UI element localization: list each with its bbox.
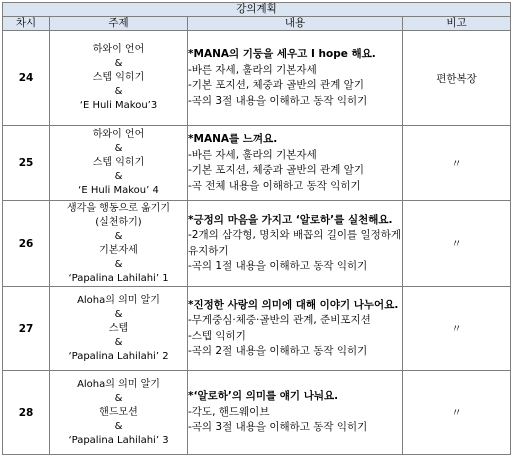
lesson-plan-table xyxy=(2,2,511,455)
topic-line: & xyxy=(114,143,123,154)
table-title: 강의계획 xyxy=(3,3,511,17)
content-cell xyxy=(188,201,403,287)
content-line: -2개의 삼각형, 명치와 배꼽의 길이를 일정하게 유지하기 xyxy=(188,229,402,257)
topic-line: & xyxy=(114,336,123,348)
content-line: -무게중심·체중·골반의 관계, 준비포지션 xyxy=(188,314,371,326)
header-content: 내용 xyxy=(188,17,403,31)
topic-line: Aloha의 의미 알기 xyxy=(77,378,160,390)
content-line: -곡의 3절 내용을 이해하고 동작 익히기 xyxy=(188,94,368,107)
content-line: *MANA의 기둥을 세우고 I hope 해요. xyxy=(188,48,376,60)
content-cell xyxy=(188,287,403,371)
table-row xyxy=(3,371,511,455)
content-line: -스텝 익히기 xyxy=(188,329,246,342)
session-number: 27 xyxy=(3,287,50,371)
topic-line: & xyxy=(114,58,123,69)
topic-line: 스텝 xyxy=(108,322,129,334)
table-row xyxy=(3,31,511,126)
topic-line: 스텝 익히기 xyxy=(92,72,145,83)
content-line: *‘알로하’의 의미를 얘기 나눠요. xyxy=(188,390,339,403)
content-line: *MANA를 느껴요. xyxy=(188,133,278,145)
topic-line: ‘Papalina Lahilahi’ 2 xyxy=(68,350,169,362)
content-cell xyxy=(188,126,403,201)
topic-line: ‘Papalina Lahilahi’ 1 xyxy=(68,272,169,284)
content-line: -곡의 2절 내용을 이해하고 동작 익히기 xyxy=(188,345,368,357)
topic-line: Aloha의 의미 알기 xyxy=(77,294,160,306)
content-line: -곡의 3절 내용을 이해하고 동작 익히기 xyxy=(188,421,368,434)
header-session-no: 차시 xyxy=(3,17,50,31)
header-note: 비고 xyxy=(403,17,511,31)
topic-line: 하와이 언어 xyxy=(92,44,145,55)
topic-line: 핸드모션 xyxy=(99,406,138,418)
table-row xyxy=(3,201,511,287)
topic-line: 기본자세 xyxy=(99,244,138,256)
topic-line: & xyxy=(114,86,123,97)
note-cell: 〃 xyxy=(403,126,511,201)
topic-cell xyxy=(50,126,188,201)
content-line: -기본 포지션, 체중과 골반의 관계 알기 xyxy=(188,164,364,176)
topic-line: 스텝 익히기 xyxy=(92,157,145,168)
note-cell: 편한복장 xyxy=(403,31,511,126)
topic-line: 하와이 언어 xyxy=(92,129,145,140)
topic-line: & xyxy=(114,258,123,270)
topic-line: & xyxy=(114,392,123,404)
content-line: -각도, 핸드웨이브 xyxy=(188,405,270,418)
session-number: 24 xyxy=(3,31,50,126)
note-cell: 〃 xyxy=(403,371,511,455)
content-line: -곡 전체 내용을 이해하고 동작 익히기 xyxy=(188,179,361,192)
header-topic: 주제 xyxy=(50,17,188,31)
session-number: 25 xyxy=(3,126,50,201)
session-number: 26 xyxy=(3,201,50,287)
content-cell xyxy=(188,31,403,126)
topic-line: (실천하기) xyxy=(95,216,142,228)
topic-cell xyxy=(50,31,188,126)
topic-line: & xyxy=(114,171,123,182)
topic-line: ‘Papalina Lahilahi’ 3 xyxy=(68,434,169,446)
note-cell: 〃 xyxy=(403,287,511,371)
topic-cell xyxy=(50,287,188,371)
content-line: -기본 포지션, 체중과 골반의 관계 알기 xyxy=(188,79,364,91)
content-line: *긍정의 마음을 가지고 ‘알로하’를 실천해요. xyxy=(188,213,393,226)
topic-line: ‘E Huli Makou’3 xyxy=(79,100,158,111)
content-line: -바른 자세, 훌라의 기본자세 xyxy=(188,63,317,76)
note-cell: 〃 xyxy=(403,201,511,287)
topic-line: 생각을 행동으로 옮기기 xyxy=(67,202,170,214)
topic-line: & xyxy=(114,420,123,432)
topic-line: ‘E Huli Makou’ 4 xyxy=(78,185,159,196)
content-cell xyxy=(188,371,403,455)
topic-line: & xyxy=(114,230,123,242)
topic-cell xyxy=(50,201,188,287)
session-number: 28 xyxy=(3,371,50,455)
topic-line: & xyxy=(114,308,123,320)
table-row xyxy=(3,126,511,201)
content-line: -곡의 1절 내용을 이해하고 동작 익히기 xyxy=(188,260,368,272)
content-line: *진정한 사랑의 의미에 대해 이야기 나누어요. xyxy=(188,298,399,311)
table-row xyxy=(3,287,511,371)
topic-cell xyxy=(50,371,188,455)
content-line: -바른 자세, 훌라의 기본자세 xyxy=(188,148,317,161)
